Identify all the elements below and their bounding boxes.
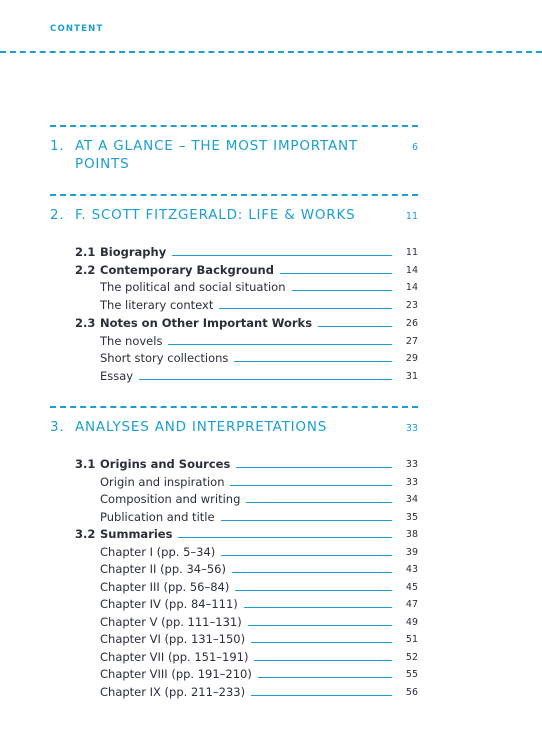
- toc-subsection-entry[interactable]: [75, 333, 418, 349]
- toc-section-entry[interactable]: [75, 315, 418, 331]
- toc-subsection-entry[interactable]: [75, 279, 418, 295]
- entry-page: 11: [405, 247, 418, 258]
- toc-subsection-entry[interactable]: [75, 297, 418, 313]
- entry-label: Chapter V (pp. 111–131): [100, 614, 248, 630]
- entry-page: 39: [405, 546, 418, 558]
- entry-page: 29: [405, 353, 418, 365]
- toc-subsection-entry[interactable]: [75, 368, 418, 384]
- entry-page: 51: [405, 634, 418, 645]
- entry-page: 55: [405, 669, 418, 680]
- entry-label: Origins and Sources: [100, 456, 236, 472]
- entry-page: 34: [405, 494, 418, 505]
- chapter-3-heading[interactable]: [50, 418, 418, 436]
- chapter-title: F. SCOTT FITZGERALD: LIFE & WORKS: [75, 207, 356, 223]
- entry-label: Notes on Other Important Works: [100, 315, 318, 331]
- toc-section-entry[interactable]: [75, 244, 418, 260]
- entry-label: Chapter I (pp. 5–34): [100, 544, 221, 560]
- header-divider: [0, 51, 542, 53]
- toc-subsection-entry[interactable]: [75, 579, 418, 595]
- entry-number: 2.1: [75, 245, 96, 259]
- toc-subsection-entry[interactable]: [75, 631, 418, 647]
- entry-page: 35: [405, 511, 418, 523]
- toc-subsection-entry[interactable]: [75, 596, 418, 612]
- entry-page: 47: [405, 599, 418, 610]
- entry-label: Origin and inspiration: [100, 474, 230, 490]
- entry-page: 33: [405, 459, 418, 470]
- chapter-title: AT A GLANCE – THE MOST IMPORTANT POINTS: [75, 138, 358, 172]
- entry-page: 49: [405, 616, 418, 628]
- entry-label: Chapter III (pp. 56–84): [100, 579, 235, 595]
- chapter-1-divider: [50, 125, 418, 127]
- entry-label: Chapter II (pp. 34–56): [100, 561, 232, 577]
- toc-subsection-entry[interactable]: [75, 614, 418, 630]
- entry-label: Publication and title: [100, 509, 221, 525]
- entry-label: Biography: [100, 244, 172, 260]
- toc-subsection-entry[interactable]: [75, 684, 418, 700]
- entry-page: 56: [405, 686, 418, 698]
- chapter-1-heading[interactable]: [50, 137, 418, 173]
- entry-page: 27: [405, 335, 418, 347]
- chapter-number: 2.: [50, 207, 65, 223]
- entry-page: 14: [405, 264, 418, 276]
- entry-label: The literary context: [100, 297, 219, 313]
- entry-page: 43: [405, 564, 418, 575]
- toc-subsection-entry[interactable]: [75, 666, 418, 682]
- toc-section-entry[interactable]: [75, 456, 418, 472]
- entry-page: 45: [405, 581, 418, 593]
- entry-number: 2.3: [75, 315, 96, 330]
- toc-section-entry[interactable]: [75, 262, 418, 278]
- entry-page: 26: [405, 317, 418, 329]
- entry-label: Chapter VIII (pp. 191–210): [100, 666, 258, 682]
- chapter-title: ANALYSES AND INTERPRETATIONS: [75, 419, 328, 435]
- toc-subsection-entry[interactable]: [75, 474, 418, 490]
- chapter-2-heading[interactable]: [50, 206, 418, 224]
- entry-label: Summaries: [100, 526, 178, 542]
- entry-page: 52: [405, 651, 418, 663]
- entry-page: 33: [405, 476, 418, 488]
- chapter-3-divider: [50, 406, 418, 408]
- entry-page: 23: [405, 300, 418, 312]
- toc-subsection-entry[interactable]: [75, 491, 418, 507]
- toc-subsection-entry[interactable]: [75, 509, 418, 525]
- entry-number: 3.1: [75, 457, 96, 471]
- entry-label: Contemporary Background: [100, 262, 280, 278]
- toc-section-entry[interactable]: [75, 526, 418, 542]
- page-header-label: CONTENT: [50, 24, 104, 34]
- leader-line: [100, 379, 392, 380]
- entry-page: 14: [405, 282, 418, 294]
- entry-number: 2.2: [75, 262, 96, 277]
- toc-subsection-entry[interactable]: [75, 350, 418, 366]
- entry-label: Composition and writing: [100, 491, 246, 507]
- entry-label: Chapter IV (pp. 84–111): [100, 596, 244, 612]
- entry-label: Chapter VI (pp. 131–150): [100, 631, 251, 647]
- entry-number: 3.2: [75, 527, 96, 541]
- entry-label: The novels: [100, 333, 168, 349]
- entry-label: Chapter IX (pp. 211–233): [100, 684, 251, 700]
- entry-page: 38: [405, 529, 418, 540]
- entry-page: 31: [405, 370, 418, 382]
- entry-label: Short story collections: [100, 350, 234, 366]
- chapter-page: 11: [405, 211, 418, 222]
- toc-subsection-entry[interactable]: [75, 561, 418, 577]
- chapter-page: 33: [405, 423, 418, 434]
- chapter-number: 1.: [50, 138, 65, 154]
- toc-subsection-entry[interactable]: [75, 544, 418, 560]
- toc-subsection-entry[interactable]: [75, 649, 418, 665]
- entry-label: Essay: [100, 368, 139, 384]
- entry-label: The political and social situation: [100, 279, 292, 295]
- chapter-number: 3.: [50, 419, 65, 435]
- entry-label: Chapter VII (pp. 151–191): [100, 649, 254, 665]
- chapter-page: 6: [411, 142, 418, 153]
- chapter-2-divider: [50, 194, 418, 196]
